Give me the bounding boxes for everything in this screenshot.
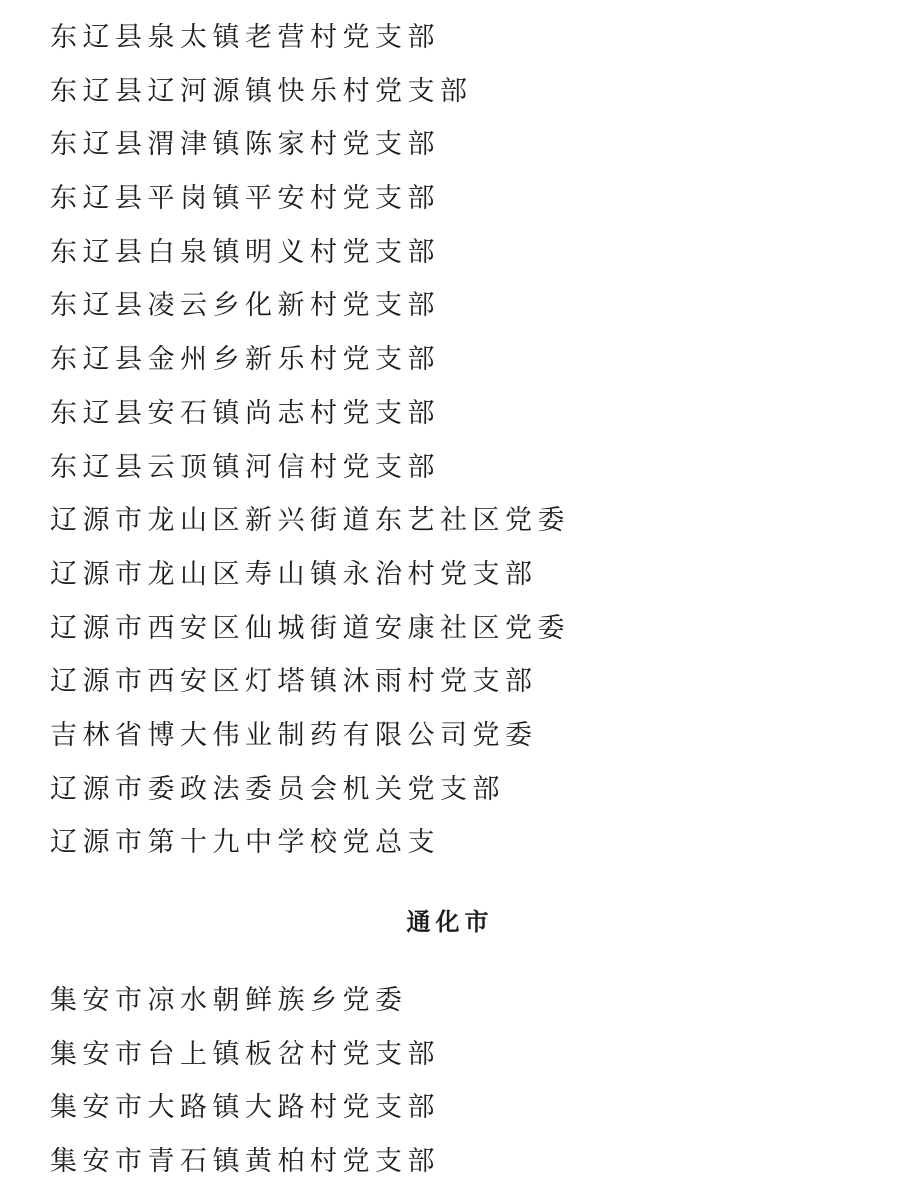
list-item: 东辽县金州乡新乐村党支部 [50, 344, 440, 376]
list-item: 东辽县云顶镇河信村党支部 [50, 451, 440, 483]
list-item: 辽源市西安区灯塔镇沐雨村党支部 [50, 666, 538, 698]
list-item: 东辽县白泉镇明义村党支部 [50, 236, 440, 268]
section-heading-tonghua: 通化市 [406, 907, 494, 936]
organization-list-liaoyuan [50, 11, 570, 870]
list-item: 东辽县安石镇尚志村党支部 [50, 397, 440, 429]
list-item: 东辽县辽河源镇快乐村党支部 [50, 75, 473, 107]
list-item: 辽源市委政法委员会机关党支部 [50, 773, 505, 805]
list-item: 东辽县凌云乡化新村党支部 [50, 290, 440, 322]
list-item: 辽源市龙山区寿山镇永治村党支部 [50, 558, 538, 590]
list-item: 集安市台上镇板岔村党支部 [50, 1038, 440, 1070]
list-item: 东辽县泉太镇老营村党支部 [50, 22, 440, 53]
list-item: 东辽县平岗镇平安村党支部 [50, 183, 440, 215]
list-item: 集安市凉水朝鲜族乡党委 [50, 985, 408, 1016]
list-item: 集安市青石镇黄柏村党支部 [50, 1146, 440, 1178]
list-item: 吉林省博大伟业制药有限公司党委 [50, 719, 538, 751]
list-item: 辽源市第十九中学校党总支 [50, 827, 440, 859]
list-item: 辽源市龙山区新兴街道东艺社区党委 [50, 505, 570, 537]
list-item: 东辽县渭津镇陈家村党支部 [50, 129, 440, 161]
list-item: 集安市大路镇大路村党支部 [50, 1092, 440, 1124]
list-item: 辽源市西安区仙城街道安康社区党委 [50, 612, 570, 644]
organization-list-tonghua [50, 974, 440, 1189]
